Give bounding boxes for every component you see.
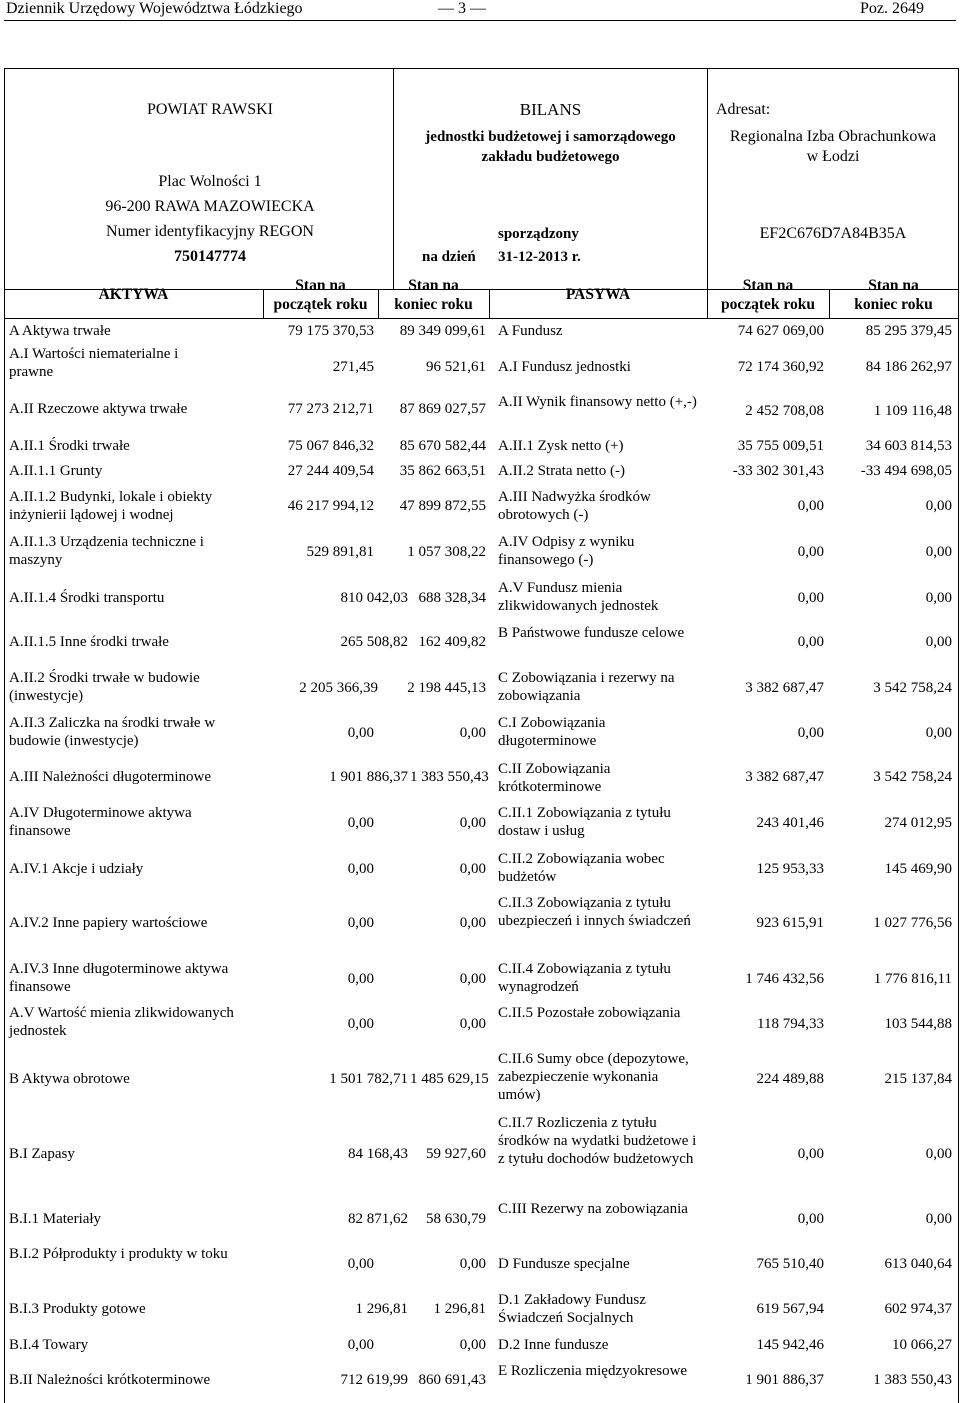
liability-label: C.II.3 Zobowiązania z tytułu ubezpieczeń i innych świadczeń [498,895,691,929]
liability-end-value: 1 109 116,48 [873,403,952,419]
entity-name: POWIAT RAWSKI [147,101,273,118]
liability-end-value: 10 066,27 [892,1337,952,1353]
asset-start-value: 1 296,81 [355,1301,408,1317]
liability-start-value: 3 382 687,47 [745,769,824,785]
asset-end-value: 860 691,43 [418,1372,486,1388]
asset-start-value: 0,00 [347,1016,374,1032]
drawn-label: sporządzony [498,226,579,242]
liability-end-value: 145 469,90 [884,861,952,877]
asset-start-value: 77 273 212,71 [287,401,374,417]
page-number: — 3 — [438,0,486,17]
liability-start-value: 35 755 009,51 [737,438,824,454]
liability-label: A.II.2 Strata netto (-) [498,463,626,479]
asset-label: A.III Należności długoterminowe [9,769,212,785]
liability-label: C Zobowiązania i rezerwy na zobowiązania [498,670,675,704]
asset-end-value: 0,00 [459,815,486,831]
asset-start-value: 271,45 [332,359,374,375]
assets-header: AKTYWA [98,286,169,303]
liability-label: A.II Wynik finansowy netto (+,-) [498,394,697,410]
entity-address2: 96-200 RAWA MAZOWIECKA [105,198,315,215]
liability-label: A Fundusz [498,323,563,339]
liability-label: B Państwowe fundusze celowe [498,625,685,641]
liability-start-value: 619 567,94 [756,1301,824,1317]
asset-label: B.I.1 Materiały [9,1211,102,1227]
liability-start-value: 0,00 [797,634,824,650]
liability-start-value: 0,00 [797,1211,824,1227]
liability-end-value: -33 494 698,05 [860,463,952,479]
asset-label: B.I.3 Produkty gotowe [9,1301,146,1317]
asset-start-value: 27 244 409,54 [287,463,374,479]
header-divider-right [707,68,708,290]
asset-label: A.II.1 Środki trwałe [9,438,130,454]
liability-label: C.II.7 Rozliczenia z tytułu środków na wydatki budżetowe i z tytułu dochodów budżetowych [498,1115,697,1167]
asset-label: A.II.1.2 Budynki, lokale i obiekty inżynierii lądowej i wodnej [9,489,213,523]
asset-end-value: 87 869 027,57 [399,401,486,417]
liability-label: D Fundusze specjalne [498,1256,630,1272]
asset-end-value: 0,00 [459,1337,486,1353]
asset-end-value: 0,00 [459,861,486,877]
asset-label: A Aktywa trwałe [9,323,111,339]
asset-end-value: 47 899 872,55 [399,498,486,514]
liability-start-value: 224 489,88 [756,1071,824,1087]
liability-end-value: 215 137,84 [884,1071,952,1087]
frame-top [4,68,959,69]
liability-start-value: 0,00 [797,590,824,606]
frame-left [4,68,5,1403]
asset-end-value: 0,00 [459,1256,486,1272]
asset-label: A.II.1.3 Urządzenia techniczne i maszyny [9,534,204,568]
addressee-label: Adresat: [716,101,771,118]
asset-end-value: 0,00 [459,725,486,741]
asset-start-value: 82 871,62 [348,1211,408,1227]
liability-label: C.II Zobowiązania krótkoterminowe [498,761,611,795]
liability-end-value: 85 295 379,45 [865,323,952,339]
asset-label: B.I.2 Półprodukty i produkty w toku [9,1246,228,1262]
liability-start-value: 145 942,46 [756,1337,824,1353]
asset-label: A.II.1.4 Środki transportu [9,590,165,606]
liability-label: A.I Fundusz jednostki [498,359,631,375]
asset-end-value: 1 057 308,22 [407,544,486,560]
liability-start-value: 0,00 [797,725,824,741]
asset-label: A.IV Długoterminowe aktywa finansowe [9,805,192,839]
asset-end-value: 1 383 550,43 [410,769,489,785]
liab-start-header-2: początek roku [720,296,815,313]
liability-start-value: 118 794,33 [757,1016,824,1032]
asset-start-header-1: Stan na [295,277,346,294]
asset-start-value: 265 508,82 [340,634,408,650]
liability-start-value: 125 953,33 [756,861,824,877]
asset-start-value: 1 901 886,37 [329,769,408,785]
document-code: EF2C676D7A84B35A [759,225,907,242]
asset-end-header-2: koniec roku [394,296,473,313]
liability-end-value: 1 383 550,43 [873,1372,952,1388]
asset-label: A.I Wartości niematerialne i prawne [9,346,179,380]
liability-label: A.III Nadwyżka środków obrotowych (-) [498,489,651,523]
liability-end-value: 0,00 [925,725,952,741]
liab-end-header-1: Stan na [868,277,919,294]
liability-end-value: 613 040,64 [884,1256,952,1272]
asset-end-value: 688 328,34 [418,590,486,606]
liability-start-value: -33 302 301,43 [732,463,824,479]
liability-end-value: 84 186 262,97 [865,359,952,375]
liability-start-value: 243 401,46 [756,815,824,831]
asset-end-value: 58 630,79 [426,1211,486,1227]
asset-label: B.II Należności krótkoterminowe [9,1372,211,1388]
liability-start-value: 2 452 708,08 [745,403,824,419]
asset-end-value: 35 862 663,51 [399,463,486,479]
asset-label: A.IV.2 Inne papiery wartościowe [9,915,208,931]
asset-end-value: 85 670 582,44 [399,438,486,454]
liability-end-value: 3 542 758,24 [873,769,952,785]
liability-label: C.II.1 Zobowiązania z tytułu dostaw i usług [498,805,671,839]
asset-start-value: 79 175 370,53 [287,323,374,339]
asset-end-value: 1 296,81 [433,1301,486,1317]
asset-end-value: 2 198 445,13 [407,680,486,696]
liability-start-value: 72 174 360,92 [737,359,824,375]
colhead-bottom [4,318,959,319]
asset-start-value: 0,00 [347,915,374,931]
header-rule [4,20,956,21]
liability-end-value: 0,00 [925,498,952,514]
liability-end-value: 34 603 814,53 [865,438,952,454]
liability-start-value: 0,00 [797,1146,824,1162]
asset-end-value: 0,00 [459,971,486,987]
liability-label: C.II.4 Zobowiązania z tytułu wynagrodzeń [498,961,671,995]
liability-label: C.II.2 Zobowiązania wobec budżetów [498,851,665,885]
asset-label: A.II.1.1 Grunty [9,463,103,479]
asset-start-value: 84 168,43 [348,1146,408,1162]
asset-label: A.II.3 Zaliczka na środki trwałe w budowie (inwestycje) [9,715,216,749]
asset-label: B.I Zapasy [9,1146,75,1162]
asset-end-value: 0,00 [459,915,486,931]
frame-right [958,68,959,1403]
asset-start-value: 0,00 [347,861,374,877]
position-number: Poz. 2649 [860,0,924,17]
asset-label: A.II.2 Środki trwałe w budowie (inwestycje) [9,670,200,704]
asset-label: B Aktywa obrotowe [9,1071,130,1087]
liability-label: C.I Zobowiązania długoterminowe [498,715,606,749]
asset-end-value: 89 349 099,61 [399,323,486,339]
liability-label: E Rozliczenia międzyokresowe [498,1363,688,1379]
asset-label: A.IV.1 Akcje i udziały [9,861,144,877]
asset-start-header-2: początek roku [273,296,368,313]
liability-end-value: 0,00 [925,590,952,606]
liabilities-header: PASYWA [565,286,631,303]
liability-label: A.IV Odpisy z wyniku finansowego (-) [498,534,635,568]
liability-end-value: 0,00 [925,544,952,560]
entity-address1: Plac Wolności 1 [158,173,262,190]
asset-start-value: 46 217 994,12 [287,498,374,514]
asset-start-value: 0,00 [347,815,374,831]
asset-start-value: 1 501 782,71 [329,1071,408,1087]
addressee-name-1: Regionalna Izba Obrachunkowa [729,128,937,145]
asset-start-value: 0,00 [347,1256,374,1272]
liability-end-value: 1 027 776,56 [873,915,952,931]
addressee-name-2: w Łodzi [806,148,860,165]
date-label: na dzień [422,249,476,265]
asset-start-value: 0,00 [347,725,374,741]
liability-end-value: 0,00 [925,634,952,650]
asset-start-value: 0,00 [347,971,374,987]
liability-label: C.III Rezerwy na zobowiązania [498,1201,688,1217]
regon-label: Numer identyfikacyjny REGON [106,223,314,240]
liability-label: A.V Fundusz mienia zlikwidowanych jednostek [498,580,659,614]
liab-end-header-2: koniec roku [854,296,933,313]
liability-end-value: 0,00 [925,1211,952,1227]
liability-start-value: 765 510,40 [756,1256,824,1272]
liability-end-value: 602 974,37 [884,1301,952,1317]
asset-label: B.I.4 Towary [9,1337,89,1353]
balance-subtitle-2: zakładu budżetowego [481,149,620,165]
liability-start-value: 1 746 432,56 [745,971,824,987]
liability-start-value: 3 382 687,47 [745,680,824,696]
journal-title: Dziennik Urzędowy Województwa Łódzkiego [6,0,303,17]
liability-end-value: 103 544,88 [884,1016,952,1032]
liability-label: A.II.1 Zysk netto (+) [498,438,624,454]
asset-start-value: 2 205 366,39 [299,680,378,696]
balance-title: BILANS [519,100,582,119]
liability-label: D.1 Zakładowy Fundusz Świadczeń Socjalnych [498,1292,646,1326]
asset-start-value: 712 619,99 [340,1372,408,1388]
liability-end-value: 3 542 758,24 [873,680,952,696]
liability-label: C.II.6 Sumy obce (depozytowe, zabezpieczenie wykonania umów) [498,1051,689,1103]
liability-label: C.II.5 Pozostałe zobowiązania [498,1005,681,1021]
asset-start-value: 529 891,81 [306,544,374,560]
liability-start-value: 923 615,91 [756,915,824,931]
balance-subtitle-1: jednostki budżetowej i samorządowego [425,129,676,145]
asset-end-value: 162 409,82 [418,634,486,650]
asset-label: A.IV.3 Inne długoterminowe aktywa finansowe [9,961,229,995]
balance-date: 31-12-2013 r. [498,249,581,265]
asset-label: A.II Rzeczowe aktywa trwałe [9,401,188,417]
asset-end-header-1: Stan na [408,277,459,294]
liab-start-header-1: Stan na [742,277,794,294]
asset-end-value: 59 927,60 [426,1146,486,1162]
liability-end-value: 0,00 [925,1146,952,1162]
asset-start-value: 75 067 846,32 [287,438,374,454]
liability-end-value: 1 776 816,11 [873,971,952,987]
asset-end-value: 0,00 [459,1016,486,1032]
liability-start-value: 0,00 [797,544,824,560]
asset-end-value: 96 521,61 [426,359,486,375]
liability-start-value: 0,00 [797,498,824,514]
liability-label: D.2 Inne fundusze [498,1337,609,1353]
asset-label: A.V Wartość mienia zlikwidowanych jednostek [9,1005,234,1039]
asset-end-value: 1 485 629,15 [410,1071,489,1087]
asset-start-value: 810 042,03 [340,590,408,606]
liability-start-value: 74 627 069,00 [737,323,824,339]
liability-end-value: 274 012,95 [884,815,952,831]
liability-start-value: 1 901 886,37 [745,1372,824,1388]
asset-start-value: 0,00 [347,1337,374,1353]
regon-value: 750147774 [174,248,246,265]
asset-label: A.II.1.5 Inne środki trwałe [9,634,169,650]
